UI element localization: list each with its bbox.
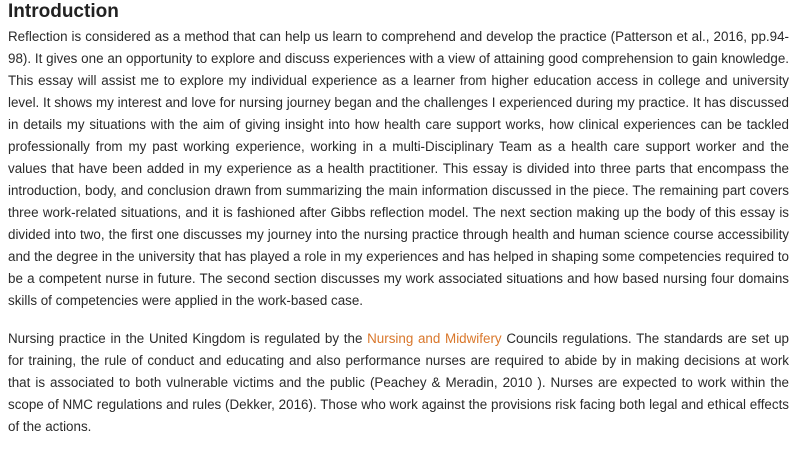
- paragraph-text-after-link: Councils regulations. The standards are set up for training, the rule of conduct and educating and also performance nurses are required to abide by in making decisions at work that is associated to both vulnerable victims and the public (Peachey & Meradin, 2010 ). Nurses are expected to work within the scope of NMC regulations and rules (Dekker, 2016). Those who work against the provisions risk facing both legal and ethical effects of the actions.: [8, 331, 790, 434]
- nursing-midwifery-link[interactable]: Nursing and Midwifery: [367, 331, 502, 346]
- regulation-paragraph: [8, 328, 789, 438]
- paragraph-text-before-link: Nursing practice in the United Kingdom is regulated by the: [8, 331, 368, 346]
- section-heading: Introduction: [8, 1, 119, 22]
- intro-paragraph: Reflection is considered as a method that can help us learn to comprehend and develop the practice (Patterson et al., 2016, pp.94-98). It gives one an opportunity to explore and discuss experiences with a view of attaining good comprehension to gain knowledge. This essay will assist me to explore my individual experience as a learner from higher education access in college and university level. It shows my interest and love for nursing journey began and the challenges I experienced during my practice. It has discussed in details my situations with the aim of giving insight into how health care support works, how clinical experiences can be tackled professionally from my past working experience, working in a multi-Disciplinary Team as a health care support worker and the values that have been added in my experience as a health practitioner. This essay is divided into three parts that encompass the introduction, body, and conclusion drawn from summarizing the main information discussed in the piece. The remaining part covers three work-related situations, and it is fashioned after Gibbs reflection model. The next section making up the body of this essay is divided into two, the first one discusses my journey into the nursing practice through health and human science course accessibility and the degree in the university that has played a role in my experiences and has helped in shaping some competencies required to be a competent nurse in future. The second section discusses my work associated situations and how based nursing four domains skills of competencies were applied in the work-based case.: [8, 29, 789, 308]
